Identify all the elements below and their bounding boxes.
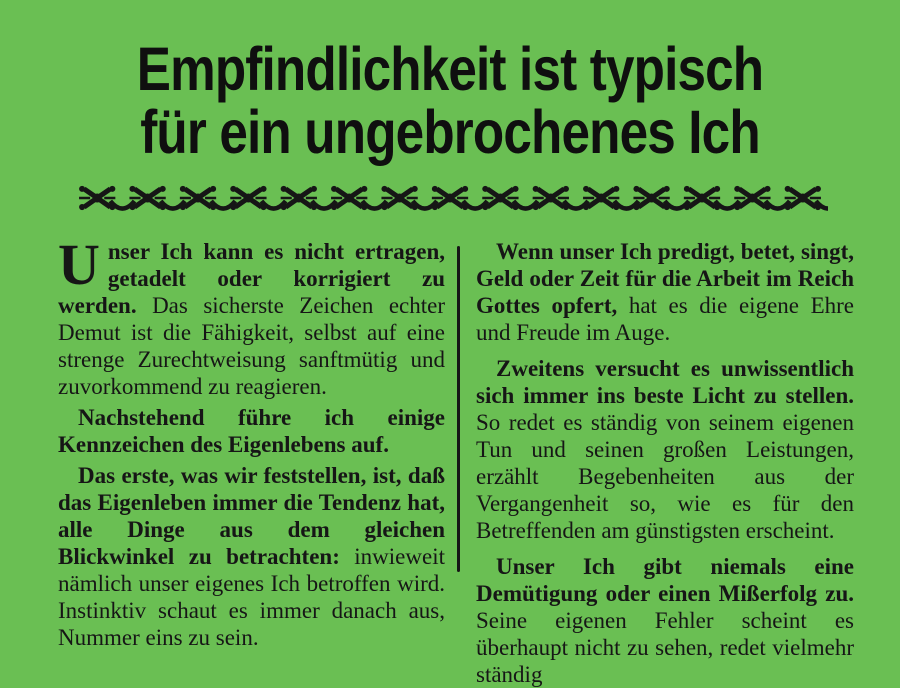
paragraph-body-text: hat es die eigene Ehre und Freude im Auge. xyxy=(476,293,854,345)
paragraph-lead-bold: Unser Ich gibt niemals eine Demütigung oder einen Mißerfolg zu. xyxy=(476,554,854,606)
paragraph-body-text: Seine eigenen Fehler scheint es überhaupt nicht zu sehen, redet vielmehr ständig xyxy=(476,608,854,687)
paragraph xyxy=(476,355,854,544)
paragraph-lead-bold: Wenn unser Ich predigt, betet, singt, Geld oder Zeit für die Arbeit im Reich Gottes opfert, xyxy=(476,239,854,318)
paragraph-lead-bold: Das erste, was wir feststellen, ist, daß das Eigenleben immer die Tendenz hat, alle Dinge aus dem gleichen Blickwinkel zu betrachten: xyxy=(58,463,445,569)
paragraph xyxy=(476,553,854,688)
left-column xyxy=(58,232,445,688)
page-title-line-1: Empfindlichkeit ist typisch xyxy=(136,35,764,103)
column-divider-rule xyxy=(457,246,460,572)
article-columns xyxy=(0,232,900,688)
paragraph-body-text: So redet es ständig von seinem eigenen Tun und seinen großen Leistungen, erzählt Begebenheiten aus der Vergangenheit so, wie es für den Betreffenden am günstigsten erscheint. xyxy=(476,410,854,543)
paragraph-lead-bold: Zweitens versucht es unwissentlich sich immer ins beste Licht zu stellen. xyxy=(476,356,854,408)
paragraph-lead-bold: Nachstehend führe ich einige Kennzeichen des Eigenlebens auf. xyxy=(58,405,445,457)
paragraph xyxy=(476,238,854,346)
paragraph xyxy=(58,462,445,651)
paragraph xyxy=(58,404,445,458)
ornamental-chain-divider-icon xyxy=(72,184,828,216)
paragraph-lead-bold: nser Ich kann es nicht ertragen, getadelt oder korrigiert zu werden. xyxy=(58,239,445,318)
drop-cap: U xyxy=(58,232,100,297)
page-title-line-2: für ein ungebrochenes Ich xyxy=(140,98,760,166)
right-column xyxy=(476,238,854,688)
paragraph-body-text: Das sicherste Zeichen echter Demut ist die Fähigkeit, selbst auf eine strenge Zurechtweisung sanftmütig und zuvorkommend zu reagieren. xyxy=(58,293,445,399)
page-title xyxy=(0,35,900,166)
paragraph xyxy=(58,232,445,400)
leaflet-page xyxy=(0,35,900,687)
paragraph-body-text: inwieweit nämlich unser eigenes Ich betroffen wird. Instinktiv schaut es immer danach aus, Nummer eins zu sein. xyxy=(58,544,445,650)
